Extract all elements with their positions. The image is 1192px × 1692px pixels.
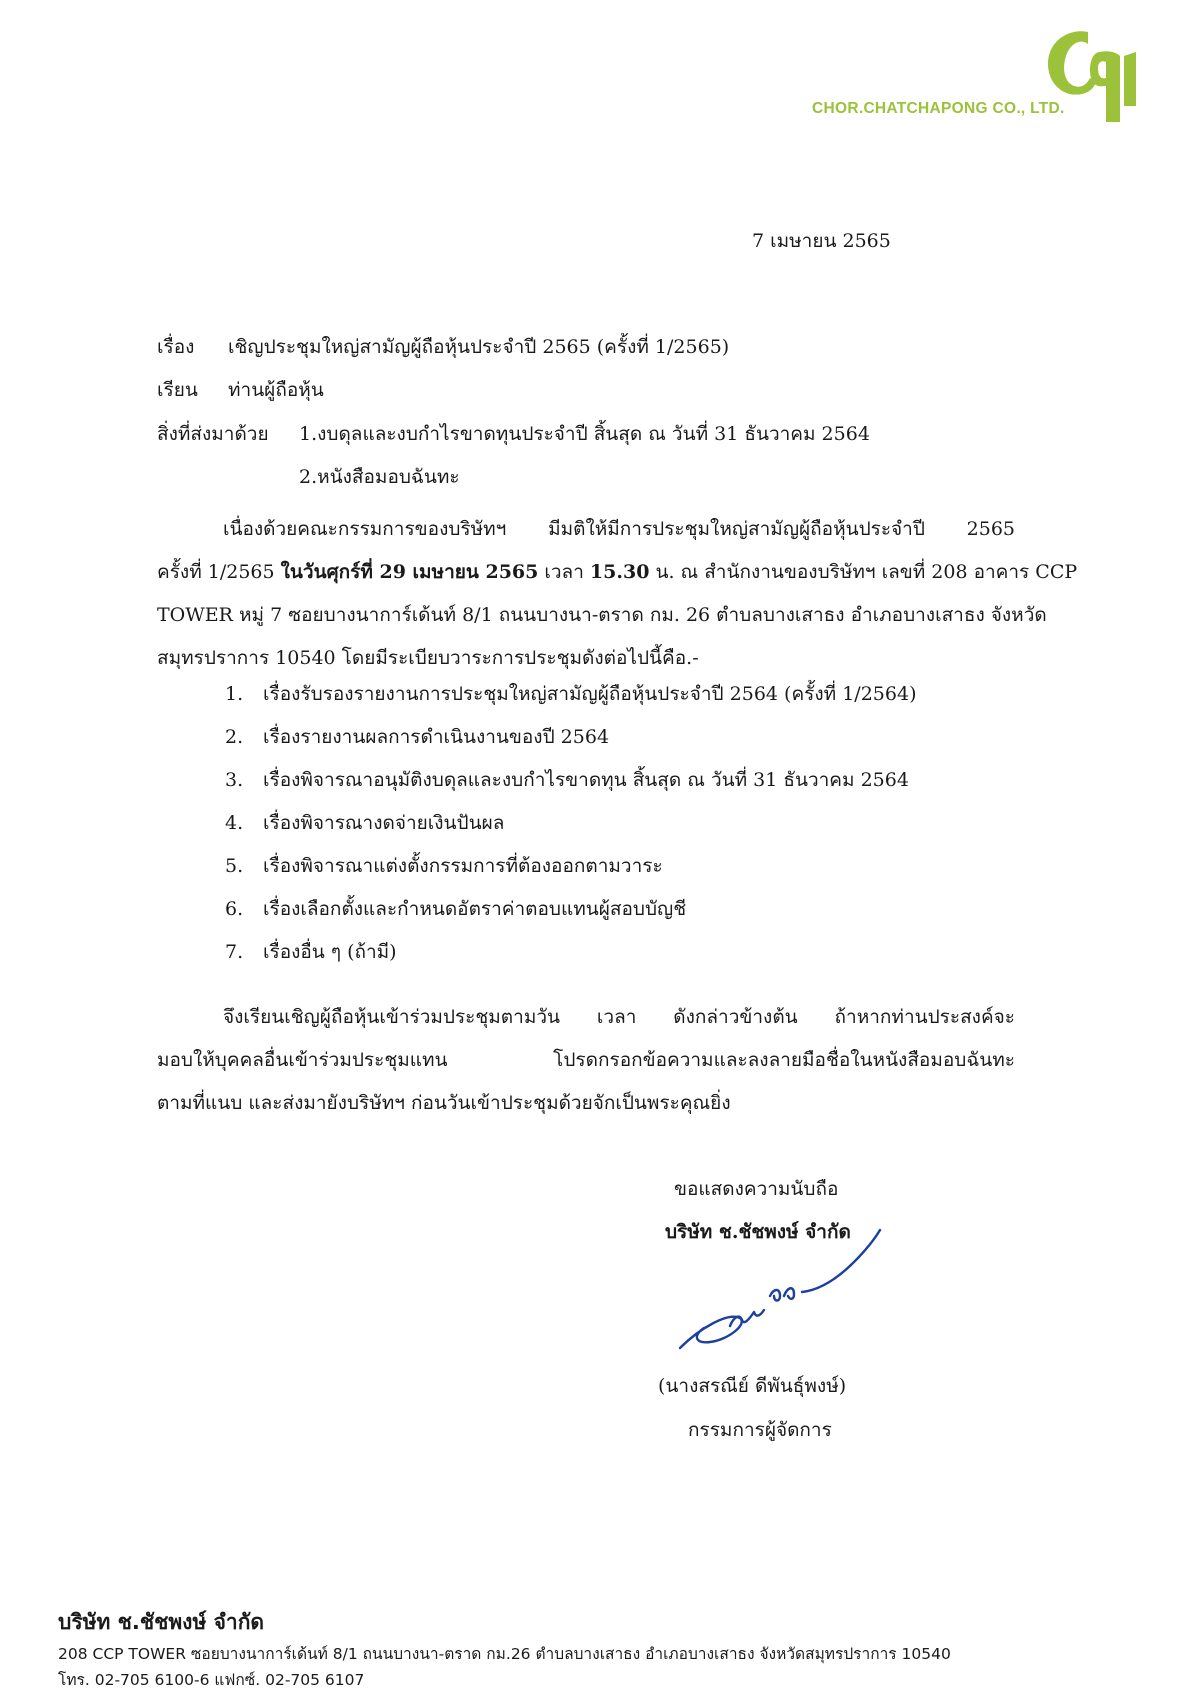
agenda-text: เรื่องพิจารณาแต่งตั้งกรรมการที่ต้องออกตามวาระ (263, 855, 663, 877)
company-english-name: CHOR.CHATCHAPONG CO., LTD. (812, 100, 1065, 117)
signatory-name: (นางสรณีย์ ดีพันธุ์พงษ์) (658, 1375, 847, 1397)
intro-paragraph (157, 508, 1078, 680)
paragraph-line: จึงเรียนเชิญผู้ถือหุ้นเข้าร่วมประชุมตามวัน เวลา ดังกล่าวข้างต้น ถ้าหากท่านประสงค์จะ (223, 1006, 1015, 1028)
agenda-text: เรื่องอื่น ๆ (ถ้ามี) (263, 941, 397, 963)
text-run: เวลา (538, 561, 590, 583)
agenda-item (225, 759, 916, 802)
recipient-label: เรียน (157, 379, 198, 401)
footer-contact: โทร. 02-705 6100-6 แฟกซ์. 02-705 6107 (58, 1671, 365, 1689)
agenda-number: 6. (225, 898, 244, 920)
agenda-number: 2. (225, 726, 244, 748)
signing-company: บริษัท ช.ชัชพงษ์ จำกัด (665, 1221, 851, 1243)
agenda-item (225, 802, 916, 845)
subject-label: เรื่อง (157, 336, 195, 358)
agenda-item (225, 716, 916, 759)
handwritten-signature (670, 1200, 890, 1370)
agenda-number: 5. (225, 855, 244, 877)
footer-company-name: บริษัท ช.ชัชพงษ์ จำกัด (58, 1610, 265, 1634)
paragraph-line: TOWER หมู่ 7 ซอยบางนาการ์เด้นท์ 8/1 ถนนบางนา-ตราด กม. 26 ตำบลบางเสาธง อำเภอบางเสาธง จังหวัด (157, 604, 1047, 626)
enclosure-label: สิ่งที่ส่งมาด้วย (157, 423, 269, 445)
paragraph-line: สมุทรปราการ 10540 โดยมีระเบียบวาระการประชุมดังต่อไปนี้คือ.- (157, 647, 699, 669)
agenda-text: เรื่องรับรองรายงานการประชุมใหญ่สามัญผู้ถือหุ้นประจำปี 2564 (ครั้งที่ 1/2564) (263, 683, 917, 705)
text-run: ครั้งที่ 1/2565 (157, 561, 281, 583)
agenda-item (225, 931, 916, 974)
subject-text: เชิญประชุมใหญ่สามัญผู้ถือหุ้นประจำปี 2565 (ครั้งที่ 1/2565) (228, 336, 730, 358)
agenda-list (225, 673, 916, 974)
agenda-text: เรื่องพิจารณางดจ่ายเงินปันผล (263, 812, 505, 834)
meeting-time: 15.30 (589, 561, 650, 583)
enclosure-item: 1.งบดุลและงบกำไรขาดทุนประจำปี สิ้นสุด ณ วันที่ 31 ธันวาคม 2564 (299, 423, 870, 445)
agenda-number: 7. (225, 941, 244, 963)
agenda-number: 1. (225, 683, 244, 705)
agenda-text: เรื่องรายงานผลการดำเนินงานของปี 2564 (263, 726, 610, 748)
enclosure-item: 2.หนังสือมอบฉันทะ (299, 466, 460, 488)
agenda-text: เรื่องพิจารณาอนุมัติงบดุลและงบกำไรขาดทุน สิ้นสุด ณ วันที่ 31 ธันวาคม 2564 (263, 769, 909, 791)
agenda-number: 3. (225, 769, 244, 791)
closing-regards: ขอแสดงความนับถือ (674, 1178, 839, 1200)
agenda-item (225, 673, 916, 716)
letter-date: 7 เมษายน 2565 (752, 230, 891, 252)
paragraph-line: เนื่องด้วยคณะกรรมการของบริษัทฯ มีมติให้มีการประชุมใหญ่สามัญผู้ถือหุ้นประจำปี 2565 (223, 518, 1015, 540)
agenda-text: เรื่องเลือกตั้งและกำหนดอัตราค่าตอบแทนผู้สอบบัญชี (263, 898, 687, 920)
invitation-paragraph (157, 996, 1015, 1125)
text-run: น. ณ สำนักงานของบริษัทฯ เลขที่ 208 อาคาร CCP (649, 561, 1078, 583)
meeting-date: ในวันศุกร์ที่ 29 เมษายน 2565 (280, 561, 539, 583)
recipient-text: ท่านผู้ถือหุ้น (228, 379, 324, 401)
agenda-item (225, 845, 916, 888)
paragraph-line (157, 551, 1078, 594)
paragraph-line: ตามที่แนบ และส่งมายังบริษัทฯ ก่อนวันเข้าประชุมด้วยจักเป็นพระคุณยิ่ง (157, 1092, 731, 1114)
signatory-position: กรรมการผู้จัดการ (688, 1419, 832, 1441)
agenda-item (225, 888, 916, 931)
paragraph-line: มอบให้บุคคลอื่นเข้าร่วมประชุมแทน โปรดกรอกข้อความและลงลายมือชื่อในหนังสือมอบฉันทะ (157, 1049, 1015, 1071)
footer-address: 208 CCP TOWER ซอยบางนาการ์เด้นท์ 8/1 ถนนบางนา-ตราด กม.26 ตำบลบางเสาธง อำเภอบางเสาธง จังหวัดสมุทรปราการ 10540 (58, 1645, 951, 1663)
agenda-number: 4. (225, 812, 244, 834)
